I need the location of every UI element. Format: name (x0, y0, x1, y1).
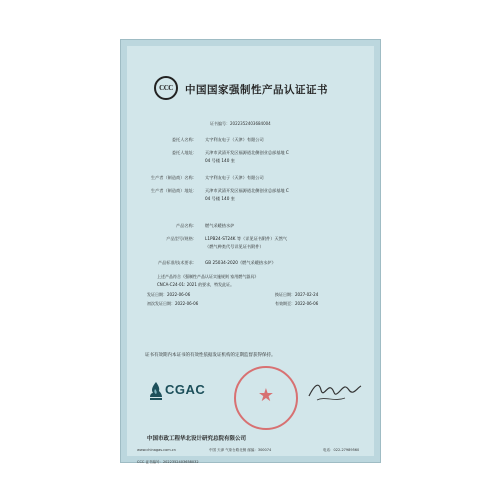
field-value: 太宇利友电子（天津）有限公司 (205, 137, 264, 142)
expire-date-label: 有效期至： (275, 301, 295, 306)
certificate-title: 中国国家强制性产品认证证书 (185, 84, 328, 96)
expire-date-row (275, 301, 318, 307)
cgac-logo-text: CGAC (165, 382, 206, 397)
field-value: GB 25034-2020《燃气采暖热水炉》 (205, 260, 276, 265)
statement-line-2: CNCA-C24-01: 2021 的要求，特发此证。 (157, 282, 235, 287)
field-product-standard (127, 259, 376, 267)
signature-handwritten (305, 378, 365, 404)
certificate-paper (127, 46, 374, 464)
field-label: 委托人地址： (171, 150, 197, 155)
first-date: 2022-06-06 (175, 301, 199, 306)
expire-date: 2022-06-06 (295, 301, 319, 306)
issuer-name: 中国市政工程华北设计研究总院有限公司 (147, 436, 247, 442)
field-value: 04 号楼 140 室 (205, 196, 235, 201)
field-value: 04 号楼 140 室 (205, 158, 235, 163)
field-label: 委托人名称： (171, 137, 197, 142)
issuer-phone: 电话：022-27989560 (323, 448, 360, 452)
issuer-address: 中国 天津 气象台路北侧 邮编：300074 (209, 448, 272, 452)
field-value: 天津市武清开发区福源道北侧创业总部基地 C (205, 150, 289, 155)
field-value: 燃气采暖热水炉 (205, 223, 235, 228)
field-product-model (127, 235, 376, 251)
field-label: 生产者（制造商）名称： (150, 175, 197, 180)
field-label: 生产者（制造商）地址： (150, 188, 197, 193)
certificate-number: 证书编号：2022352403684004 (210, 121, 271, 126)
field-label: 产品型号/规格： (166, 236, 197, 241)
ccc-logo: CCC (154, 76, 178, 100)
field-manufacturer-address (127, 187, 376, 203)
first-date-row (147, 301, 198, 307)
field-value: 天津市武清开发区福源道北侧创业总部基地 C (205, 188, 289, 193)
first-date-label: 初次发证日期： (147, 301, 175, 306)
statement-line-1: 上述产品符合《强制性产品认证实施规则 家用燃气器具》 (157, 274, 259, 279)
field-value: （燃气种类代号详见证书附件） (205, 244, 264, 249)
field-applicant-address (127, 149, 376, 165)
issue-date-label: 发证日期： (147, 292, 167, 297)
change-date-row (275, 292, 318, 298)
field-value: L1PB24-ST24K 等（详见证书附件）天然气 (205, 236, 288, 241)
issue-date-row (147, 292, 190, 298)
certificate-frame (120, 39, 381, 463)
field-applicant-name (127, 136, 376, 144)
cgac-flame-icon (149, 381, 163, 401)
change-date: 2027-02-24 (295, 292, 319, 297)
validity-note: 证书有效期内本证书的有效性依据发证机构的定期监督获得保持。 (145, 353, 276, 358)
change-date-label: 换证日期： (275, 292, 295, 297)
issue-date: 2022-06-06 (167, 292, 191, 297)
issuer-website: www.chinagas.com.cn (137, 448, 176, 452)
field-label: 产品标准/技术要求： (157, 260, 197, 265)
seal-star-icon: ★ (257, 385, 275, 406)
qr-certificate-number: CCC 证书编号：2022352403658032 (137, 460, 199, 464)
red-seal-stamp (234, 366, 298, 430)
field-value: 太宇利友电子（天津）有限公司 (205, 175, 264, 180)
field-manufacturer-name (127, 174, 376, 182)
field-label: 产品名称： (176, 223, 197, 228)
field-product-name (127, 222, 376, 230)
